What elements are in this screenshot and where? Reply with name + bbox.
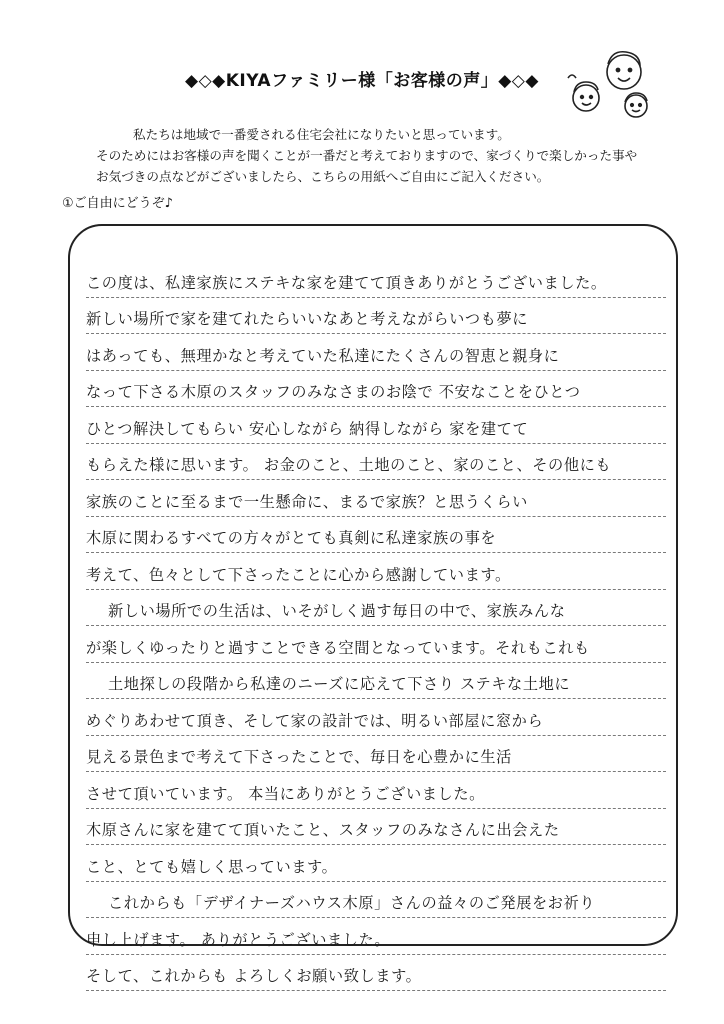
comment-text: そして、これからも よろしくお願い致します。 xyxy=(86,967,422,985)
comment-line xyxy=(86,845,666,882)
comment-text: 木原に関わるすべての方々がとても真剣に私達家族の事を xyxy=(86,529,497,547)
handwritten-comment xyxy=(86,261,666,991)
family-faces-icon xyxy=(562,48,654,122)
comment-line xyxy=(86,407,666,444)
comment-line xyxy=(86,517,666,554)
comment-text: 家族のことに至るまで一生懸命に、まるで家族？と思うくらい xyxy=(86,492,528,511)
comment-text: 新しい場所での生活は、いそがしく過す毎日の中で、家族みんな xyxy=(108,602,566,620)
comment-line xyxy=(86,298,666,335)
comment-line xyxy=(86,553,666,590)
comment-text: 新しい場所で家を建てれたらいいなあと考えながらいつも夢に xyxy=(86,310,529,328)
comment-text: が楽しくゆったりと過すことできる空間となっています。それもこれも xyxy=(86,638,590,657)
comment-text: この度は、私達家族にステキな家を建てて頂きありがとうございました。 xyxy=(86,273,607,292)
comment-text: はあっても、無理かなと考えていた私達にたくさんの智恵と親身に xyxy=(86,346,560,365)
intro-line-2: そのためにはお客様の声を聞くことが一番だと考えておりますので、家づくりで楽しかった事や xyxy=(96,148,638,163)
comment-line xyxy=(86,261,666,298)
comment-text: 考えて、色々として下さったことに心から感謝しています。 xyxy=(86,565,511,584)
comment-line xyxy=(86,334,666,371)
comment-text: 土地探しの段階から私達のニーズに応えて下さり ステキな土地に xyxy=(108,675,571,693)
comment-text: もらえた様に思います。 お金のこと、土地のこと、家のこと、その他にも xyxy=(86,456,612,474)
comment-line xyxy=(86,699,666,736)
comment-text: させて頂いています。 本当にありがとうございました。 xyxy=(86,784,485,803)
comment-text: ひとつ解決してもらい 安心しながら 納得しながら 家を建てて xyxy=(86,419,529,438)
comment-text: 木原さんに家を建てて頂いたこと、スタッフのみなさんに出会えた xyxy=(86,821,560,839)
comment-line xyxy=(86,663,666,700)
comment-line xyxy=(86,480,666,517)
comment-line xyxy=(86,955,666,992)
intro-line-1: 私たちは地域で一番愛される住宅会社になりたいと思っています。 xyxy=(133,127,510,142)
comment-line xyxy=(86,809,666,846)
comment-text: これからも「デザイナーズハウス木原」さんの益々のご発展をお祈り xyxy=(108,894,596,912)
free-comment-prompt: ①ご自由にどうぞ♪ xyxy=(62,196,173,211)
intro-text xyxy=(96,124,656,187)
comment-text: 見える景色まで考えて下さったことで、毎日を心豊かに生活 xyxy=(86,748,512,766)
comment-line xyxy=(86,590,666,627)
comment-line xyxy=(86,371,666,408)
page-title: ◆◇◆KIYAファミリー様「お客様の声」◆◇◆ xyxy=(185,71,539,91)
comment-line xyxy=(86,626,666,663)
comment-text: めぐりあわせて頂き、そして家の設計では、明るい部屋に窓から xyxy=(86,711,544,730)
intro-line-3: お気づきの点などがございましたら、こちらの用紙へご自由にご記入ください。 xyxy=(96,169,550,184)
comment-line xyxy=(86,772,666,809)
comment-line xyxy=(86,736,666,773)
comment-text: 申し上げます。 ありがとうございました。 xyxy=(86,930,391,949)
comment-text: こと、とても嬉しく思っています。 xyxy=(86,857,338,876)
comment-text: なって下さる木原のスタッフのみなさまのお陰で 不安なことをひとつ xyxy=(86,383,581,401)
comment-line xyxy=(86,882,666,919)
comment-line xyxy=(86,918,666,955)
comment-line xyxy=(86,444,666,481)
